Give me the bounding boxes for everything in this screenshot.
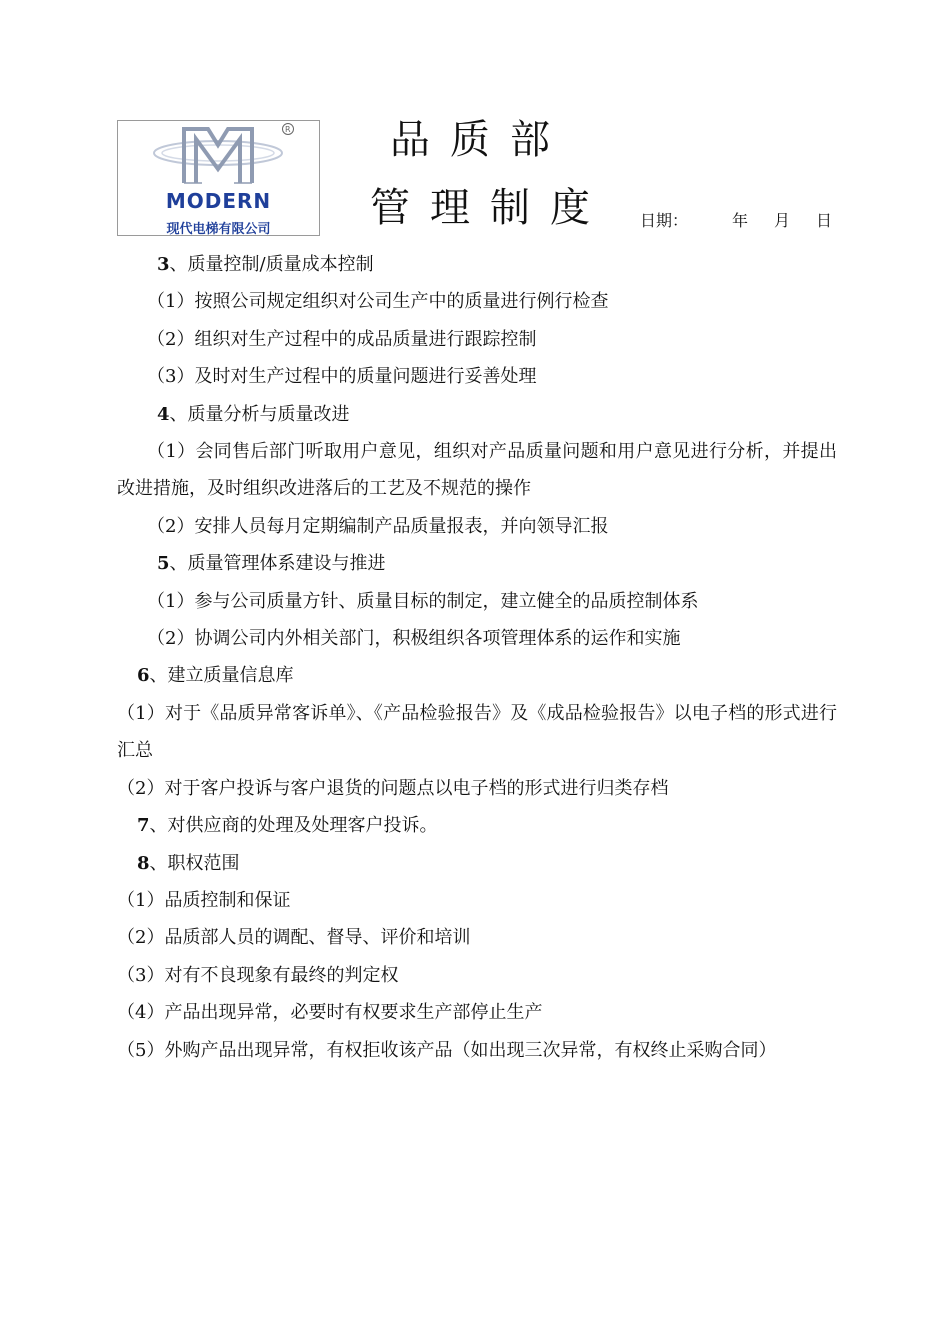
- section-heading-7: [117, 807, 837, 844]
- section-title: 、质量分析与质量改进: [169, 403, 350, 425]
- date-day-label: 日: [816, 211, 833, 230]
- logo-brand-en: MODERN: [165, 189, 272, 213]
- date-field: [640, 208, 832, 231]
- date-year-label: 年: [732, 211, 749, 230]
- section-number: 3: [157, 254, 170, 275]
- section-title: 、对供应商的处理及处理客户投诉。: [149, 815, 438, 837]
- list-item: （1）品质控制和保证: [117, 889, 291, 911]
- section-heading-6: [117, 657, 837, 694]
- svg-text:R: R: [285, 125, 291, 134]
- date-label: 日期：: [640, 211, 689, 230]
- list-item: （1）会同售后部门听取用户意见，组织对产品质量问题和用户意见进行分析，并提出改进措施，及时组织改进落后的工艺及不规范的操作: [117, 441, 837, 500]
- section-heading-4: [117, 396, 837, 433]
- section-number: 7: [137, 815, 150, 837]
- page-title-regulations: 管理制度: [370, 185, 610, 231]
- list-item: （2）协调公司内外相关部门，积极组织各项管理体系的运作和实施: [147, 628, 681, 650]
- list-item: （3）对有不良现象有最终的判定权: [117, 964, 399, 986]
- list-item: （3）及时对生产过程中的质量问题进行妥善处理: [147, 366, 537, 388]
- section-number: 8: [137, 852, 150, 874]
- list-item: （1）按照公司规定组织对公司生产中的质量进行例行检查: [147, 291, 609, 313]
- page-title-department: 品质部: [390, 117, 570, 163]
- section-heading-3: [117, 246, 837, 283]
- section-title: 、建立质量信息库: [149, 665, 294, 687]
- list-item: （2）组织对生产过程中的成品质量进行跟踪控制: [147, 328, 537, 350]
- section-number: 4: [157, 403, 170, 425]
- list-item: （2）品质部人员的调配、督导、评价和培训: [117, 927, 471, 949]
- section-title: 、质量控制/质量成本控制: [169, 254, 374, 275]
- logo-brand-cn: 现代电梯有限公司: [166, 222, 271, 237]
- list-item: （5）外购产品出现异常，有权拒收该产品（如出现三次异常，有权终止采购合同）: [117, 1039, 777, 1061]
- section-title: 、质量管理体系建设与推进: [169, 553, 386, 575]
- date-month-label: 月: [774, 211, 791, 230]
- list-item: （1）参与公司质量方针、质量目标的制定，建立健全的品质控制体系: [147, 590, 699, 612]
- list-item: （2）安排人员每月定期编制产品质量报表，并向领导汇报: [147, 515, 609, 537]
- list-item: （1）对于《品质异常客诉单》、《产品检验报告》及《成品检验报告》以电子档的形式进行汇总: [117, 702, 837, 762]
- section-title: 、职权范围: [149, 852, 240, 874]
- section-number: 5: [157, 553, 170, 575]
- section-heading-8: [117, 845, 837, 882]
- section-heading-5: [117, 545, 837, 582]
- document-body: [117, 246, 837, 1069]
- list-item: （2）对于客户投诉与客户退货的问题点以电子档的形式进行归类存档: [117, 777, 669, 799]
- company-logo: [117, 120, 320, 236]
- section-number: 6: [137, 665, 150, 687]
- list-item: （4）产品出现异常，必要时有权要求生产部停止生产: [117, 1002, 543, 1024]
